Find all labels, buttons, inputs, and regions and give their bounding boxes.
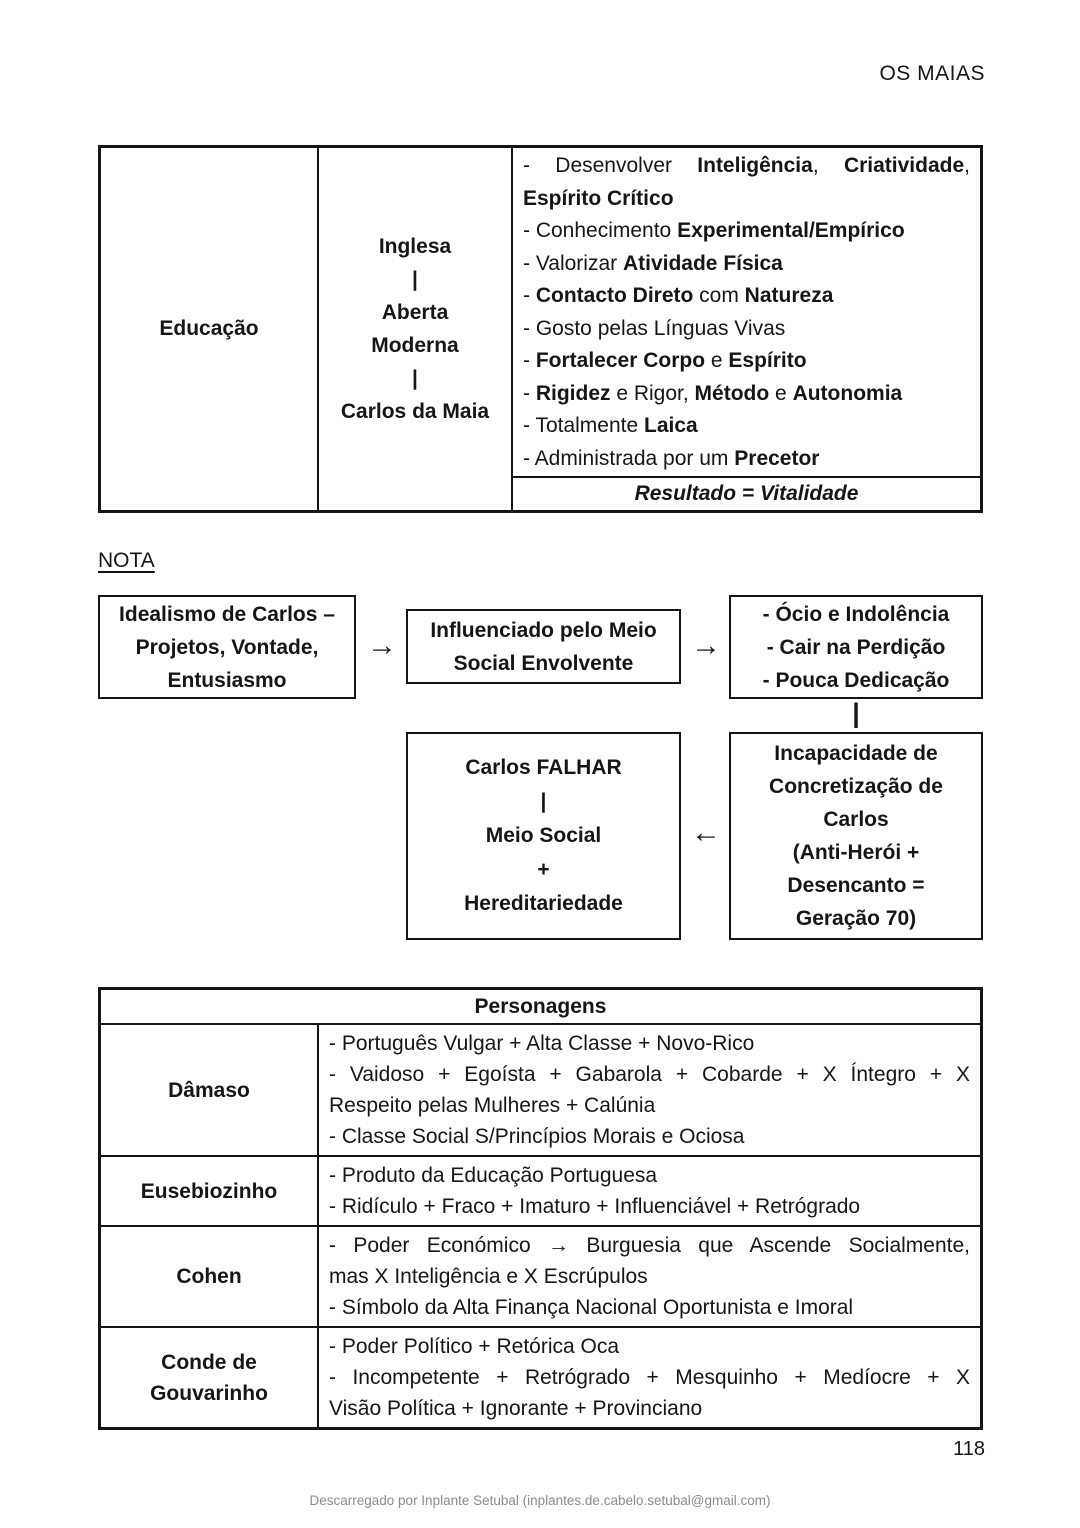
arrow-right-icon: → (367, 629, 397, 662)
table-row-eusebiozinho (101, 1157, 980, 1227)
character-description: - Produto da Educação Portuguesa - Ridículo + Fraco + Imaturo + Influenciável + Retrógrado (329, 1164, 861, 1218)
character-name: Cohen (101, 1227, 319, 1326)
flow-box-carlos-falhar: Carlos FALHAR | Meio Social + Hereditariedade (406, 732, 681, 940)
flow-box-idealismo: Idealismo de Carlos – Projetos, Vontade, Entusiasmo (98, 595, 356, 699)
arrow-right-icon: → (691, 629, 721, 662)
character-name: Conde de Gouvarinho (101, 1328, 319, 1427)
educacao-features-cell: - Desenvolver Inteligência, Criatividade, Espírito Crítico - Conhecimento Experimental/Empírico - Valorizar Atividade Física - Contacto Direto com Natureza - Gosto pelas Línguas Vivas - Fortalecer Corpo e Espírito - Rigidez e Rigor, Método e Autonomia - Totalmente Laica - Administrada por um Precetor (523, 154, 970, 470)
flow-box-incapacidade: Incapacidade de Concretização de Carlos (Anti-Herói + Desencanto = Geração 70) (729, 732, 983, 940)
nota-heading: NOTA (98, 549, 155, 572)
character-name: Eusebiozinho (101, 1157, 319, 1225)
flow-box-consequencias: - Ócio e Indolência - Cair na Perdição - Pouca Dedicação (729, 595, 983, 699)
character-name: Dâmaso (101, 1025, 319, 1155)
table-row-cohen (101, 1227, 980, 1328)
educacao-table (98, 145, 983, 513)
educacao-type-cell: Inglesa | Aberta Moderna | Carlos da Maia (319, 148, 513, 510)
character-description: - Poder Económico → Burguesia que Ascende Socialmente, mas X Inteligência e X Escrúpulos - Símbolo da Alta Finança Nacional Oportunista e Imoral (329, 1234, 970, 1319)
educacao-topic-cell: Educação (101, 148, 319, 510)
table-row-conde-de-gouvarinho (101, 1328, 980, 1427)
flow-box-meio-social: Influenciado pelo Meio Social Envolvente (406, 609, 681, 684)
arrow-left-icon: ← (691, 816, 721, 849)
educacao-result-cell: Resultado = Vitalidade (513, 476, 980, 510)
table-row-damaso (101, 1025, 980, 1157)
page-header-title: OS MAIAS (879, 62, 985, 85)
personagens-table (98, 987, 983, 1430)
personagens-title: Personagens (101, 990, 980, 1025)
connector-line-icon: | (852, 698, 860, 728)
page-number: 118 (953, 1438, 985, 1460)
download-footer: Descarregado por Inplante Setubal (inplantes.de.cabelo.setubal@gmail.com) (309, 1493, 771, 1508)
character-description: - Poder Político + Retórica Oca - Incompetente + Retrógrado + Mesquinho + Medíocre + X Visão Política + Ignorante + Provinciano (329, 1335, 970, 1420)
character-description: - Português Vulgar + Alta Classe + Novo-Rico - Vaidoso + Egoísta + Gabarola + Cobarde + X Íntegro + X Respeito pelas Mulheres + Calúnia - Classe Social S/Princípios Morais e Ociosa (329, 1032, 970, 1148)
